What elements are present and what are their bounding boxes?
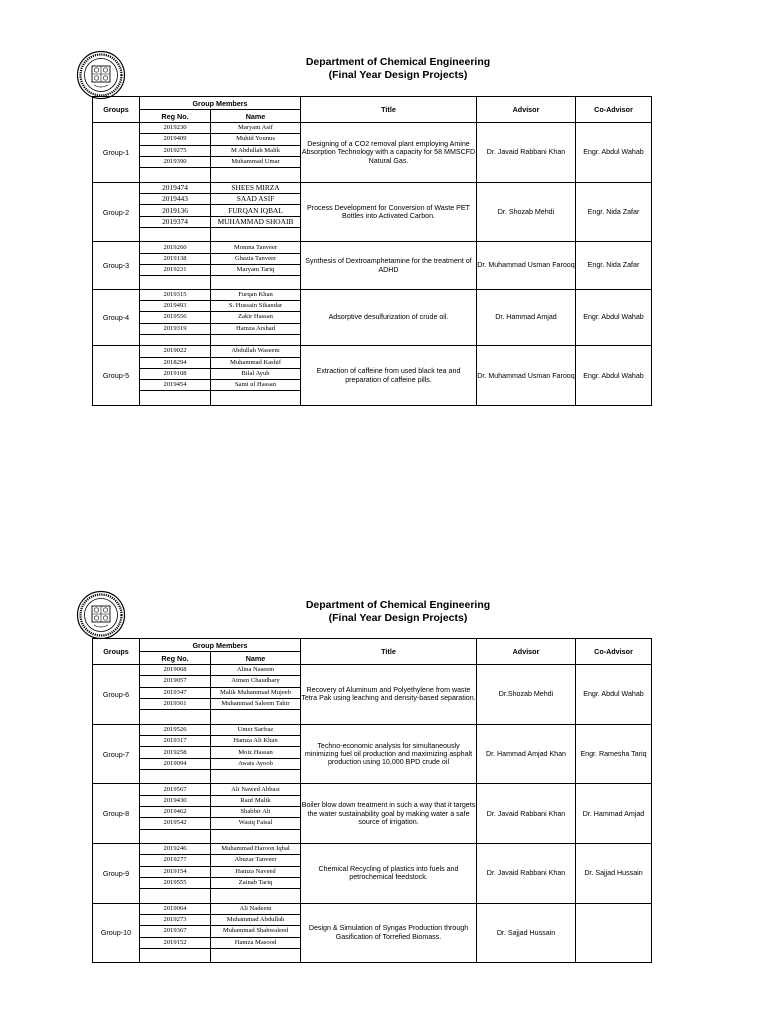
co-advisor-name: Dr. Sajjad Hussain <box>576 844 652 904</box>
member-name: Abuzar Tanveer <box>211 855 301 866</box>
member-reg-no: 2019064 <box>140 903 211 914</box>
member-name: Maryam Tariq <box>211 265 301 276</box>
empty-reg-cell <box>140 770 211 784</box>
co-advisor-name: Engr. Nida Zafar <box>576 242 652 289</box>
table-row <box>93 724 652 735</box>
project-title: Recovery of Aluminum and Polyethylene from waste Tetra Pak using leaching and density-based separation. <box>301 665 477 725</box>
document-subtitle: (Final Year Design Projects) <box>328 68 468 81</box>
member-reg-no: 2019108 <box>140 368 211 379</box>
member-reg-no: 2019258 <box>140 747 211 758</box>
table-row <box>93 242 652 253</box>
group-members-header: Group Members <box>140 97 301 110</box>
empty-name-cell <box>211 276 301 289</box>
member-name: Aimen Chaudhary <box>211 676 301 687</box>
member-reg-no: 2019567 <box>140 784 211 795</box>
group-label: Group-1 <box>93 123 140 183</box>
empty-reg-cell <box>140 391 211 406</box>
table-row <box>93 844 652 855</box>
co-advisor-name: Engr. Nida Zafar <box>576 182 652 242</box>
member-reg-no: 2019275 <box>140 145 211 156</box>
member-reg-no: 2019260 <box>140 242 211 253</box>
co-advisor-header: Co-Advisor <box>576 97 652 123</box>
member-reg-no: 2019230 <box>140 123 211 134</box>
member-reg-no: 2019231 <box>140 265 211 276</box>
advisor-name: Dr. Shozab Mehdi <box>477 182 576 242</box>
advisor-name: Dr. Muhammad Usman Farooq <box>477 242 576 289</box>
member-reg-no: 2019152 <box>140 937 211 948</box>
co-advisor-name: Engr. Abdul Wahab <box>576 346 652 406</box>
member-reg-no: 2019154 <box>140 866 211 877</box>
co-advisor-name <box>576 903 652 963</box>
project-title: Techno-economic analysis for simultaneously minimizing fuel oil production and maximizing asphalt production using 10,000 BPD crude oil <box>301 724 477 784</box>
member-reg-no: 2019246 <box>140 844 211 855</box>
member-name: Malik Muhammad Mujeeb <box>211 687 301 698</box>
member-name: Ghazia Tanveer <box>211 253 301 264</box>
empty-reg-cell <box>140 228 211 242</box>
empty-reg-cell <box>140 829 211 843</box>
group-members-header: Group Members <box>140 639 301 652</box>
member-reg-no: 2019390 <box>140 156 211 168</box>
member-reg-no: 2019277 <box>140 855 211 866</box>
empty-reg-cell <box>140 168 211 182</box>
advisor-name: Dr. Javaid Rabbani Khan <box>477 844 576 904</box>
empty-reg-cell <box>140 710 211 724</box>
member-reg-no: 2019347 <box>140 687 211 698</box>
member-reg-no: 2019319 <box>140 323 211 334</box>
member-reg-no: 2019526 <box>140 724 211 735</box>
document-subtitle: (Final Year Design Projects) <box>328 611 468 624</box>
empty-name-cell <box>211 168 301 182</box>
member-name: Momna Tanveer <box>211 242 301 253</box>
table-row <box>93 289 652 300</box>
group-label: Group-9 <box>93 844 140 904</box>
group-label: Group-5 <box>93 346 140 406</box>
group-label: Group-4 <box>93 289 140 345</box>
member-reg-no: 2019317 <box>140 736 211 747</box>
co-advisor-name: Engr. Abdul Wahab <box>576 665 652 725</box>
member-name: Muhammad Abdullah <box>211 914 301 925</box>
document-heading <box>200 599 596 624</box>
advisor-header: Advisor <box>477 97 576 123</box>
project-title: Process Development for Conversion of Waste PET Bottles into Activated Carbon. <box>301 182 477 242</box>
project-title: Boiler blow down treatment in such a way that it targets the water sustainability goal by making water a safe source of irrigation. <box>301 784 477 844</box>
projects-table <box>92 638 652 963</box>
member-reg-no: 2019493 <box>140 301 211 312</box>
member-name: S. Hussain Sikandar <box>211 301 301 312</box>
co-advisor-name: Engr. Abdul Wahab <box>576 123 652 183</box>
group-label: Group-3 <box>93 242 140 289</box>
member-name: Muhammad Saleem Tahir <box>211 698 301 710</box>
member-reg-no: 2019462 <box>140 807 211 818</box>
reg-no-header: Reg No. <box>140 652 211 665</box>
member-name: Ali Nawed Abbasi <box>211 784 301 795</box>
project-title: Synthesis of Dextroamphetamine for the treatment of ADHD <box>301 242 477 289</box>
member-name: Alina Naseem <box>211 665 301 676</box>
empty-reg-cell <box>140 948 211 962</box>
project-title: Extraction of caffeine from used black tea and preparation of caffeine pills. <box>301 346 477 406</box>
member-name: Bilal Ayub <box>211 368 301 379</box>
member-name: Muhammad Shahwaleed <box>211 926 301 937</box>
empty-name-cell <box>211 391 301 406</box>
empty-name-cell <box>211 948 301 962</box>
groups-header: Groups <box>93 639 140 665</box>
member-reg-no: 2019136 <box>140 205 211 216</box>
empty-reg-cell <box>140 889 211 903</box>
advisor-name: Dr. Hammad Amjad Khan <box>477 724 576 784</box>
member-reg-no: 2019094 <box>140 758 211 769</box>
member-name: Ali Nadeem <box>211 903 301 914</box>
projects-table <box>92 96 652 406</box>
member-name: Muhammad Kashif <box>211 357 301 368</box>
empty-name-cell <box>211 770 301 784</box>
member-name: Wasiq Faisal <box>211 818 301 829</box>
project-title: Designing of a CO2 removal plant employing Amine Absorption Technology with a capacity for 58 MMSCFD Natural Gas. <box>301 123 477 183</box>
advisor-name: Dr. Sajjad Hussain <box>477 903 576 963</box>
member-reg-no: 2019022 <box>140 346 211 357</box>
member-reg-no: 2019409 <box>140 134 211 145</box>
table-row <box>93 903 652 914</box>
member-name: Muhid Younus <box>211 134 301 145</box>
advisor-header: Advisor <box>477 639 576 665</box>
member-reg-no: 2019556 <box>140 312 211 323</box>
group-label: Group-8 <box>93 784 140 844</box>
co-advisor-name: Engr. Abdul Wahab <box>576 289 652 345</box>
member-name: FURQAN IQBAL <box>211 205 301 216</box>
member-name: Awais Ayoob <box>211 758 301 769</box>
reg-no-header: Reg No. <box>140 110 211 123</box>
groups-header: Groups <box>93 97 140 123</box>
member-reg-no: 2018294 <box>140 357 211 368</box>
member-name: Sami ul Hassan <box>211 380 301 391</box>
member-reg-no: 2019361 <box>140 698 211 710</box>
member-reg-no: 2019138 <box>140 253 211 264</box>
member-name: Maryam Asif <box>211 123 301 134</box>
department-title: Department of Chemical Engineering <box>305 599 491 611</box>
advisor-name: Dr. Javaid Rabbani Khan <box>477 123 576 183</box>
department-title: Department of Chemical Engineering <box>305 56 491 68</box>
member-reg-no: 2019430 <box>140 795 211 806</box>
co-advisor-header: Co-Advisor <box>576 639 652 665</box>
member-name: M Abdullah Malik <box>211 145 301 156</box>
empty-name-cell <box>211 334 301 345</box>
member-name: Hamza Naveed <box>211 866 301 877</box>
university-seal-icon <box>76 50 126 100</box>
table-row <box>93 182 652 193</box>
title-header: Title <box>301 639 477 665</box>
member-name: SHEES MIRZA <box>211 182 301 193</box>
empty-name-cell <box>211 889 301 903</box>
university-seal-icon <box>76 590 126 640</box>
group-label: Group-10 <box>93 903 140 963</box>
member-reg-no: 2019555 <box>140 877 211 888</box>
member-name: Umer Sarfraz <box>211 724 301 735</box>
empty-name-cell <box>211 710 301 724</box>
table-row <box>93 123 652 134</box>
member-name: Muhammad Umar <box>211 156 301 168</box>
member-name: Abdullah Waseem <box>211 346 301 357</box>
table-row <box>93 665 652 676</box>
name-header: Name <box>211 652 301 665</box>
advisor-name: Dr. Javaid Rabbani Khan <box>477 784 576 844</box>
member-name: Rauf Malik <box>211 795 301 806</box>
member-name: Hamza Masood <box>211 937 301 948</box>
project-title: Adsorptive desulfurization of crude oil. <box>301 289 477 345</box>
member-name: Muhammad Haroon Iqbal <box>211 844 301 855</box>
empty-name-cell <box>211 228 301 242</box>
co-advisor-name: Engr. Ramesha Tariq <box>576 724 652 784</box>
member-reg-no: 2019374 <box>140 216 211 227</box>
member-reg-no: 2019057 <box>140 676 211 687</box>
member-name: SAAD ASIF <box>211 194 301 205</box>
table-row <box>93 346 652 357</box>
co-advisor-name: Dr. Hammad Amjad <box>576 784 652 844</box>
member-reg-no: 2019454 <box>140 380 211 391</box>
member-name: MUHAMMAD SHOAIB <box>211 216 301 227</box>
member-reg-no: 2019367 <box>140 926 211 937</box>
project-title: Design & Simulation of Syngas Production through Gasification of Torrefied Biomass. <box>301 903 477 963</box>
group-label: Group-6 <box>93 665 140 725</box>
advisor-name: Dr. Muhammad Usman Farooq <box>477 346 576 406</box>
empty-reg-cell <box>140 334 211 345</box>
member-reg-no: 2019315 <box>140 289 211 300</box>
member-reg-no: 2019542 <box>140 818 211 829</box>
title-header: Title <box>301 97 477 123</box>
member-name: Shabbir Ali <box>211 807 301 818</box>
member-name: Zainab Tariq <box>211 877 301 888</box>
member-reg-no: 2019443 <box>140 194 211 205</box>
member-name: Moiz Hassan <box>211 747 301 758</box>
group-label: Group-7 <box>93 724 140 784</box>
empty-reg-cell <box>140 276 211 289</box>
member-reg-no: 2019273 <box>140 914 211 925</box>
member-reg-no: 2019474 <box>140 182 211 193</box>
member-name: Hamza Ali Khan <box>211 736 301 747</box>
member-name: Furqan Khan <box>211 289 301 300</box>
advisor-name: Dr. Hammad Amjad <box>477 289 576 345</box>
group-label: Group-2 <box>93 182 140 242</box>
table-row <box>93 784 652 795</box>
member-name: Zakir Hassan <box>211 312 301 323</box>
empty-name-cell <box>211 829 301 843</box>
advisor-name: Dr.Shozab Mehdi <box>477 665 576 725</box>
member-name: Hamza Arshad <box>211 323 301 334</box>
name-header: Name <box>211 110 301 123</box>
document-heading <box>200 56 596 81</box>
member-reg-no: 2019068 <box>140 665 211 676</box>
project-title: Chemical Recycling of plastics into fuels and petrochemical feedstock. <box>301 844 477 904</box>
